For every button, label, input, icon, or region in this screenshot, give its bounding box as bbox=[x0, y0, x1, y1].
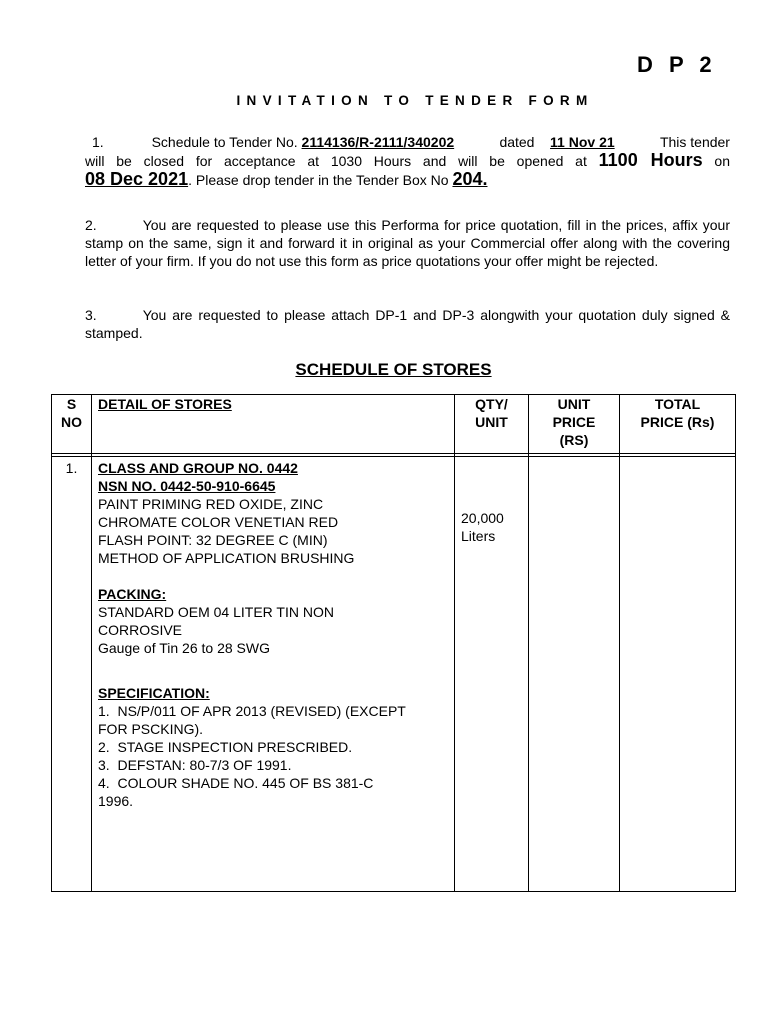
schedule-of-stores-table bbox=[51, 394, 736, 892]
open-time: 1100 Hours bbox=[598, 150, 703, 170]
table-header-row bbox=[52, 395, 736, 454]
header-unit-price-line-3: (RS) bbox=[559, 432, 589, 448]
spec-line-3: 2. STAGE INSPECTION PRESCRIBED. bbox=[98, 739, 353, 755]
tender-box-number: 204. bbox=[452, 169, 488, 189]
row-unit-price[interactable] bbox=[529, 457, 620, 892]
header-total-line-2: PRICE (Rs) bbox=[640, 414, 715, 430]
packing-line-3: Gauge of Tin 26 to 28 SWG bbox=[98, 640, 270, 656]
header-qty bbox=[455, 395, 529, 454]
form-title: INVITATION TO TENDER FORM bbox=[236, 93, 594, 108]
header-qty-line-1: QTY/ bbox=[475, 396, 508, 412]
spec-line-6: 1996. bbox=[98, 793, 134, 809]
paragraph-1-line-2 bbox=[85, 151, 730, 170]
spec-line-5: 4. COLOUR SHADE NO. 445 OF BS 381-C bbox=[98, 775, 374, 791]
row-qty bbox=[455, 457, 529, 892]
header-qty-line-2: UNIT bbox=[475, 414, 508, 430]
qty-unit: Liters bbox=[461, 528, 496, 544]
header-detail: DETAIL OF STORES bbox=[92, 395, 455, 454]
description-line-4: METHOD OF APPLICATION BRUSHING bbox=[98, 550, 355, 566]
para1-text-1: Schedule to Tender No. bbox=[151, 134, 298, 150]
para3-number: 3. bbox=[85, 307, 97, 323]
paragraph-2 bbox=[85, 216, 730, 270]
specification-label: SPECIFICATION: bbox=[98, 685, 210, 701]
form-code: D P 2 bbox=[637, 52, 717, 77]
row-total-price[interactable] bbox=[620, 457, 736, 892]
paragraph-1-line-1 bbox=[85, 133, 730, 151]
para2-text: You are requested to please use this Performa for price quotation, fill in the prices, affix your stamp on the same, sign it and forward it in original as your Commercial offer along with the covering letter of your firm. If you do not use this form as price quotations your offer might be rejected. bbox=[85, 217, 730, 269]
para1-text-2: dated bbox=[499, 134, 535, 150]
para1-text-6: . Please drop tender in the Tender Box No bbox=[188, 172, 449, 188]
packing-label: PACKING: bbox=[98, 586, 167, 602]
row-detail bbox=[92, 457, 455, 892]
header-total-price bbox=[620, 395, 736, 454]
spec-line-1: 1. NS/P/011 OF APR 2013 (REVISED) (EXCEPT bbox=[98, 703, 406, 719]
header-unit-price-line-2: PRICE bbox=[552, 414, 596, 430]
open-date: 08 Dec 2021 bbox=[85, 169, 189, 189]
header-sno bbox=[52, 395, 92, 454]
paragraph-3 bbox=[85, 306, 730, 342]
tender-number: 2114136/R-2111/340202 bbox=[301, 134, 455, 150]
para1-text-5: on bbox=[714, 153, 730, 169]
qty-value: 20,000 bbox=[461, 510, 504, 526]
header-total-line-1: TOTAL bbox=[654, 396, 701, 412]
description-line-1: PAINT PRIMING RED OXIDE, ZINC bbox=[98, 496, 324, 512]
paragraph-1-line-3 bbox=[85, 170, 730, 189]
para3-text: You are requested to please attach DP-1 and DP-3 alongwith your quotation duly signed & stamped. bbox=[85, 307, 730, 341]
header-sno-line-2: NO bbox=[61, 414, 82, 430]
spec-line-4: 3. DEFSTAN: 80-7/3 OF 1991. bbox=[98, 757, 292, 773]
para2-number: 2. bbox=[85, 217, 97, 233]
header-sno-line-1: S bbox=[66, 396, 77, 412]
para1-number: 1. bbox=[92, 134, 104, 150]
header-unit-price-line-1: UNIT bbox=[557, 396, 591, 412]
table-row bbox=[52, 457, 736, 892]
spec-line-2: FOR PSCKING). bbox=[98, 721, 204, 737]
para1-text-3: This tender bbox=[659, 134, 730, 150]
schedule-title: SCHEDULE OF STORES bbox=[295, 360, 492, 379]
packing-line-1: STANDARD OEM 04 LITER TIN NON bbox=[98, 604, 334, 620]
paragraph-1 bbox=[85, 133, 730, 189]
header-unit-price bbox=[529, 395, 620, 454]
description-line-2: CHROMATE COLOR VENETIAN RED bbox=[98, 514, 339, 530]
packing-line-2: CORROSIVE bbox=[98, 622, 183, 638]
description-line-3: FLASH POINT: 32 DEGREE C (MIN) bbox=[98, 532, 328, 548]
para1-text-4: will be closed for acceptance at 1030 Hours and will be opened at bbox=[85, 153, 587, 169]
tender-date: 11 Nov 21 bbox=[550, 134, 615, 150]
row-sno: 1. bbox=[52, 457, 92, 892]
nsn-number: NSN NO. 0442-50-910-6645 bbox=[98, 478, 276, 494]
class-group: CLASS AND GROUP NO. 0442 bbox=[98, 460, 298, 476]
